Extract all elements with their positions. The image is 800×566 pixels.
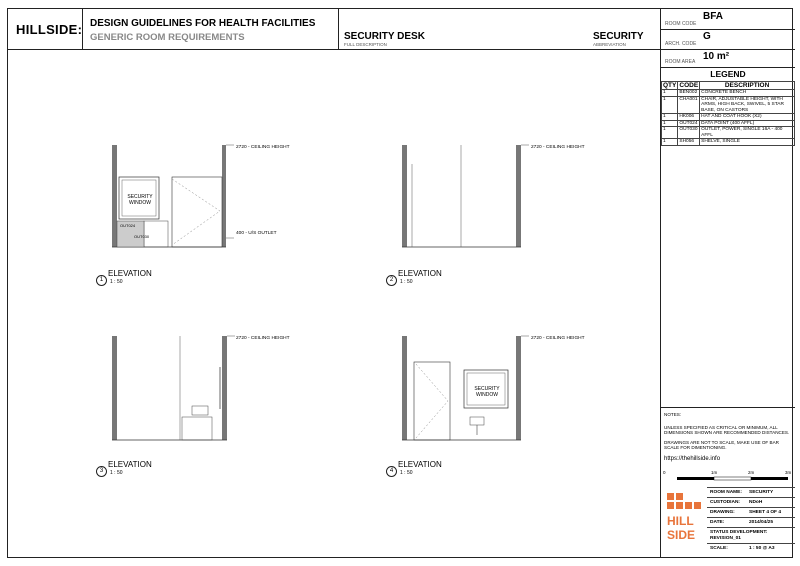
notes-url[interactable]: https://thehillside.info bbox=[664, 456, 721, 462]
tb-date: DATE: 2014/04/25 bbox=[707, 517, 795, 527]
room-area-label: ROOM AREA bbox=[665, 59, 696, 65]
legend-qty: 1 bbox=[662, 120, 678, 127]
elev1-number: 1 bbox=[96, 275, 107, 286]
scale-bar-1m: 1m bbox=[711, 470, 718, 475]
scale-bar-2m: 2m bbox=[748, 470, 755, 475]
tb-room-name: ROOM NAME: SECURITY bbox=[707, 487, 795, 497]
tb-scale: SCALE: 1 : 50 @ A3 bbox=[707, 543, 795, 553]
side-panel bbox=[660, 9, 795, 557]
elev1-outlet-height: 400 - U/S OUTLET bbox=[236, 231, 277, 236]
tb-drawing: DRAWING: SHEET 4 OF 4 bbox=[707, 507, 795, 517]
elevation-4-drawing bbox=[402, 336, 529, 440]
arch-code-label: ARCH. CODE bbox=[665, 41, 697, 47]
elev4-title: ELEVATION bbox=[398, 460, 442, 469]
sheet-header bbox=[8, 9, 660, 50]
elev1-scale: 1 : 50 bbox=[110, 279, 123, 285]
elevations-drawing bbox=[8, 49, 660, 557]
legend-qty: 1 bbox=[662, 139, 678, 146]
document-subtitle: GENERIC ROOM REQUIREMENTS bbox=[90, 32, 245, 43]
legend-code: BEN002 bbox=[678, 90, 700, 97]
legend-desc: CONCRETE BENCH bbox=[700, 90, 795, 97]
legend-desc: OUTLET, POWER, SINGLE 16A - 400 AFFL bbox=[700, 127, 795, 139]
notes-line-2: DRAWINGS ARE NOT TO SCALE, MAKE USE OF BAR SCALE FOR DIMENTIONING. bbox=[664, 440, 779, 450]
elevation-2-drawing bbox=[402, 145, 529, 247]
legend-qty: 1 bbox=[662, 96, 678, 114]
notes-section bbox=[661, 407, 795, 462]
elev1-title: ELEVATION bbox=[108, 269, 152, 278]
legend-title: LEGEND bbox=[710, 69, 746, 79]
table-row bbox=[662, 127, 795, 139]
room-code-value: BFA bbox=[703, 11, 723, 22]
legend-header-description: DESCRIPTION bbox=[700, 82, 795, 90]
legend-code: CHA001 bbox=[678, 96, 700, 114]
elev4-scale: 1 : 50 bbox=[400, 470, 413, 476]
room-full-name-label: FULL DESCRIPTION bbox=[344, 42, 387, 47]
room-full-name: SECURITY DESK bbox=[344, 31, 425, 42]
svg-text:HILL: HILL bbox=[667, 514, 694, 528]
elev1-ceiling-height: 2720 - CEILING HEIGHT bbox=[236, 145, 290, 150]
tb-status: STATUS DEVELOPMENT: REVISION_01 bbox=[707, 527, 795, 542]
legend-desc: CHAIR, ADJUSTABLE HEIGHT, WITH ARMS, HIGH BACK, SWIVEL, 5 STAR BASE, ON CASTORS bbox=[700, 96, 795, 114]
legend-qty: 1 bbox=[662, 114, 678, 121]
legend-table bbox=[661, 81, 795, 146]
room-abbreviation: SECURITY bbox=[593, 31, 644, 42]
room-code-row bbox=[661, 9, 795, 30]
elev3-scale: 1 : 50 bbox=[110, 470, 123, 476]
elev4-ceiling-height: 2720 - CEILING HEIGHT bbox=[531, 336, 585, 341]
legend-code: SH056 bbox=[678, 139, 700, 146]
legend-header-qty: QTY bbox=[663, 82, 677, 89]
notes-line-1: UNLESS SPECIFIED AS CRITICAL OR MINIMUM, ALL DIMENSIONS SHOWN ARE RECOMMENDED DISTANCES. bbox=[664, 425, 790, 435]
legend-desc: HAT AND COAT HOOK (X2) bbox=[700, 114, 795, 121]
elev1-window-label: SECURITY WINDOW bbox=[127, 194, 153, 206]
legend-desc: DATA POINT (400 AFFL) bbox=[700, 120, 795, 127]
room-area-value: 10 m² bbox=[703, 51, 730, 62]
drawing-sheet bbox=[7, 8, 793, 558]
elev4-number: 4 bbox=[386, 466, 397, 477]
legend-code: HK006 bbox=[678, 114, 700, 121]
legend-header-code: CODE bbox=[679, 82, 699, 89]
table-row bbox=[662, 139, 795, 146]
elev3-number: 3 bbox=[96, 466, 107, 477]
arch-code-value: G bbox=[703, 31, 711, 42]
legend-desc: SHELVE, SINGLE bbox=[700, 139, 795, 146]
elev2-scale: 1 : 50 bbox=[400, 279, 413, 285]
scale-bar-graphic bbox=[677, 475, 789, 483]
legend-code: OUT024 bbox=[678, 120, 700, 127]
document-title: DESIGN GUIDELINES FOR HEALTH FACILITIES bbox=[90, 18, 316, 29]
room-abbreviation-label: ABBREVIATION bbox=[593, 42, 626, 47]
legend-qty: 1 bbox=[662, 90, 678, 97]
elev3-ceiling-height: 2720 - CEILING HEIGHT bbox=[236, 336, 290, 341]
elevation-3-drawing bbox=[112, 336, 235, 440]
elev1-out030-label: OUT030 bbox=[134, 234, 150, 239]
arch-code-row bbox=[661, 29, 795, 50]
title-block bbox=[661, 487, 795, 557]
legend-qty: 1 bbox=[662, 127, 678, 139]
room-code-label: ROOM CODE bbox=[665, 21, 697, 27]
elev4-window-label: SECURITY WINDOW bbox=[474, 386, 500, 398]
notes-heading: NOTES: bbox=[664, 412, 682, 417]
scale-bar-0: 0 bbox=[663, 470, 666, 475]
elev3-title: ELEVATION bbox=[108, 460, 152, 469]
brand-title: HILLSIDE: bbox=[16, 22, 83, 37]
table-row bbox=[662, 96, 795, 114]
elev2-ceiling-height: 2720 - CEILING HEIGHT bbox=[531, 145, 585, 150]
hillside-logo bbox=[665, 491, 705, 553]
scale-bar-3m: 3m bbox=[785, 470, 792, 475]
legend-code: OUT030 bbox=[678, 127, 700, 139]
tb-custodian: CUSTODIAN: NDoH bbox=[707, 497, 795, 507]
elev2-number: 2 bbox=[386, 275, 397, 286]
elev2-title: ELEVATION bbox=[398, 269, 442, 278]
elev1-out024-label: OUT024 bbox=[120, 223, 136, 228]
room-area-row bbox=[661, 49, 795, 68]
svg-text:SIDE: SIDE bbox=[667, 528, 696, 542]
